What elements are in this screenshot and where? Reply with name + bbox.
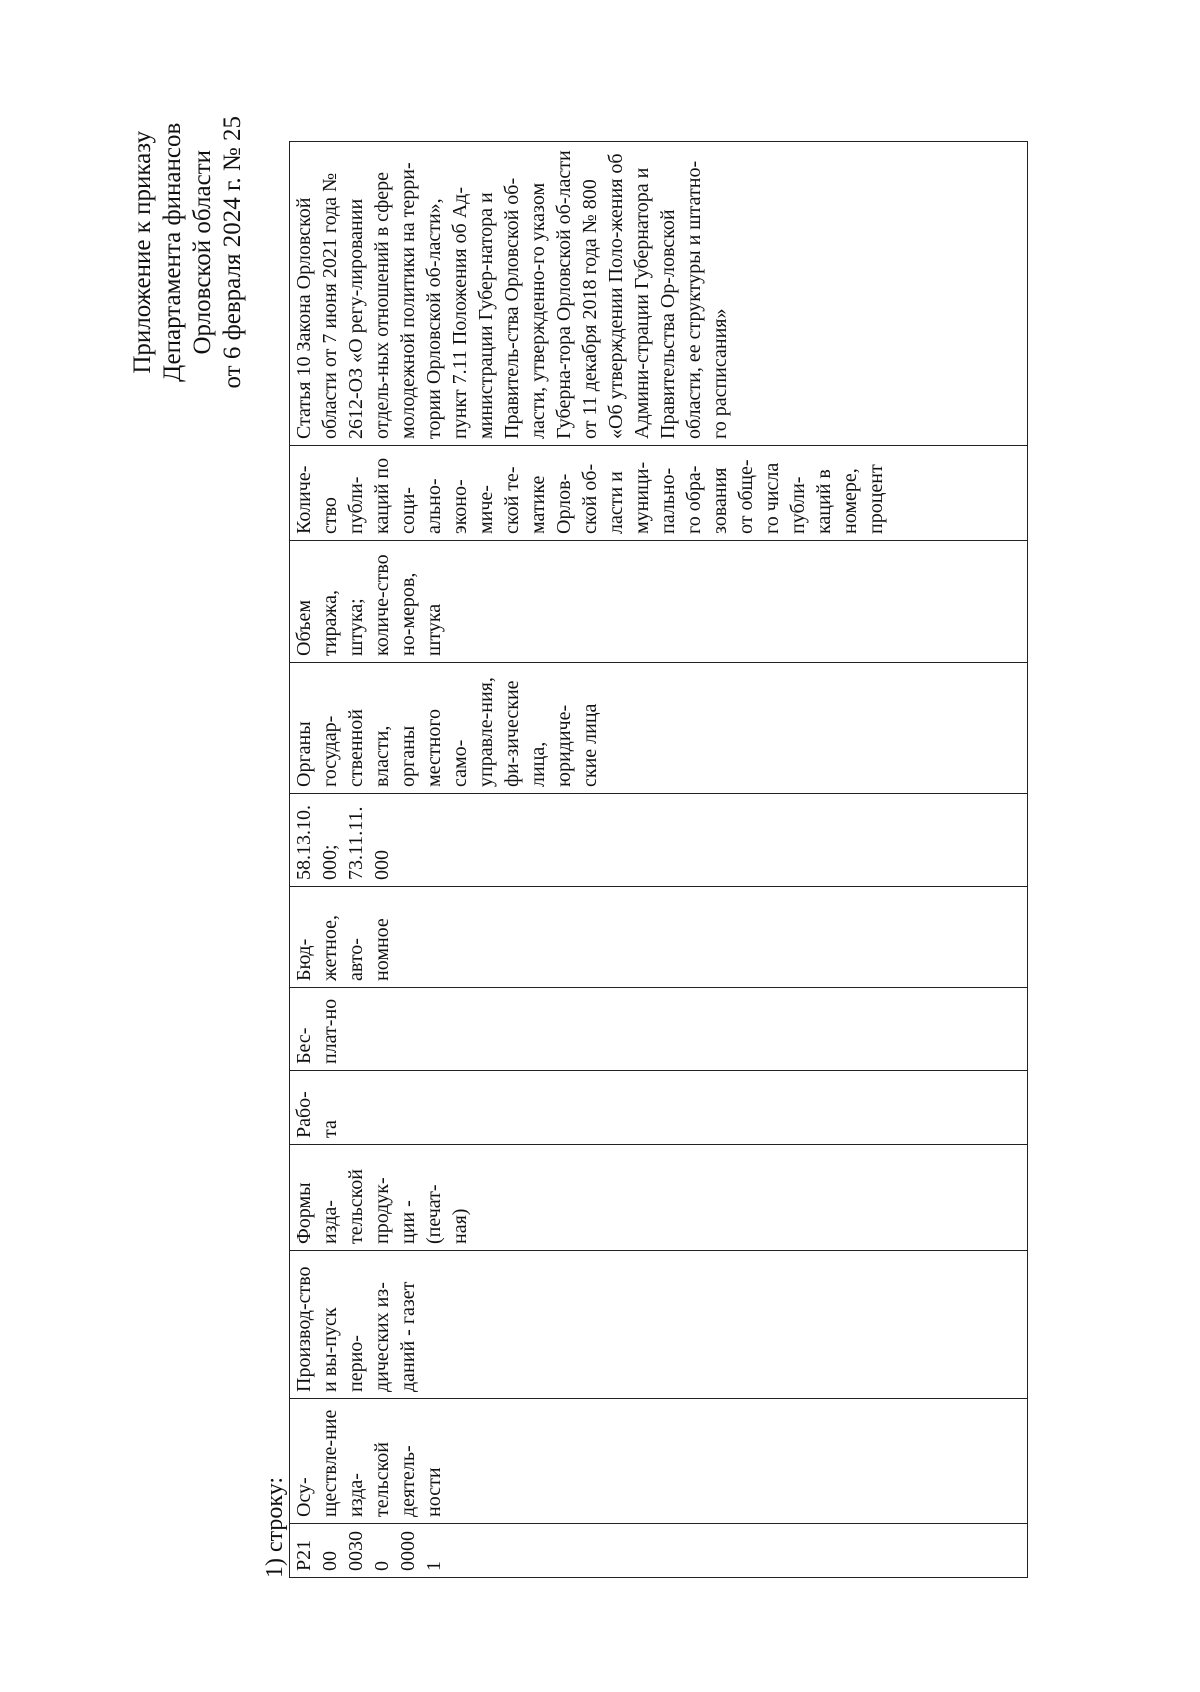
cell-code: Р2100 00300 00001 <box>290 1524 1028 1578</box>
cell-quality-indicator: Количе-ство публи-каций по соци-ально-эконо-миче-ской те-матике Орлов-ской об-ласти и муници-пально-го обра-зования от обще-го числа публи-каций в номере, процент <box>290 446 1028 541</box>
document-header <box>128 116 248 389</box>
cell-institution-type: Бюд-жетное, авто-номное <box>290 887 1028 988</box>
header-line-3: Орловской области <box>189 150 216 355</box>
cell-form: Формы изда-тельской продук-ции - (печат-ная) <box>290 1145 1028 1251</box>
cell-type: Рабо-та <box>290 1071 1028 1145</box>
header-line-1: Приложение к приказу <box>129 130 156 374</box>
header-line-4: от 6 февраля 2024 г. № 25 <box>219 116 246 389</box>
cell-volume-indicator: Объем тиража, штука; количе-ство но-меров, штука <box>290 541 1028 663</box>
service-table <box>289 141 1028 1578</box>
cell-okved: 58.13.10. 000; 73.11.11. 000 <box>290 794 1028 887</box>
cell-service-name: Осу-ществле-ние изда-тельской деятель-ности <box>290 1399 1028 1524</box>
cell-payment: Бес-плат-но <box>290 988 1028 1071</box>
header-line-2: Департамента финансов <box>159 122 186 382</box>
cell-legal-basis: Статья 10 Закона Орловской области от 7 июня 2021 года № 2612-ОЗ «О регу-лировании отдель-ных отношений в сфере молодежной политики на терри-тории Орловской об-ласти», пункт 7.11 Положения об Ад-министрации Губер-натора и Правитель-ства Орловской об-ласти, утвержденно-го указом Губерна-тора Орловской об-ласти от 11 декабря 2018 года № 800 «Об утверждении Поло-жения об Админи-страции Губернатора и Правительства Ор-ловской области, ее структуры и штатно-го расписания» <box>290 142 1028 446</box>
rotated-page <box>0 56 1090 1660</box>
table-row <box>290 142 1028 1578</box>
intro-text: 1) строку: <box>262 1476 288 1578</box>
cell-consumers: Органы государ-ственной власти, органы местного само-управле-ния, фи-зические лица, юридиче-ские лица <box>290 663 1028 794</box>
cell-content: Производ-ство и вы-пуск перио-дических из-даний - газет <box>290 1251 1028 1399</box>
